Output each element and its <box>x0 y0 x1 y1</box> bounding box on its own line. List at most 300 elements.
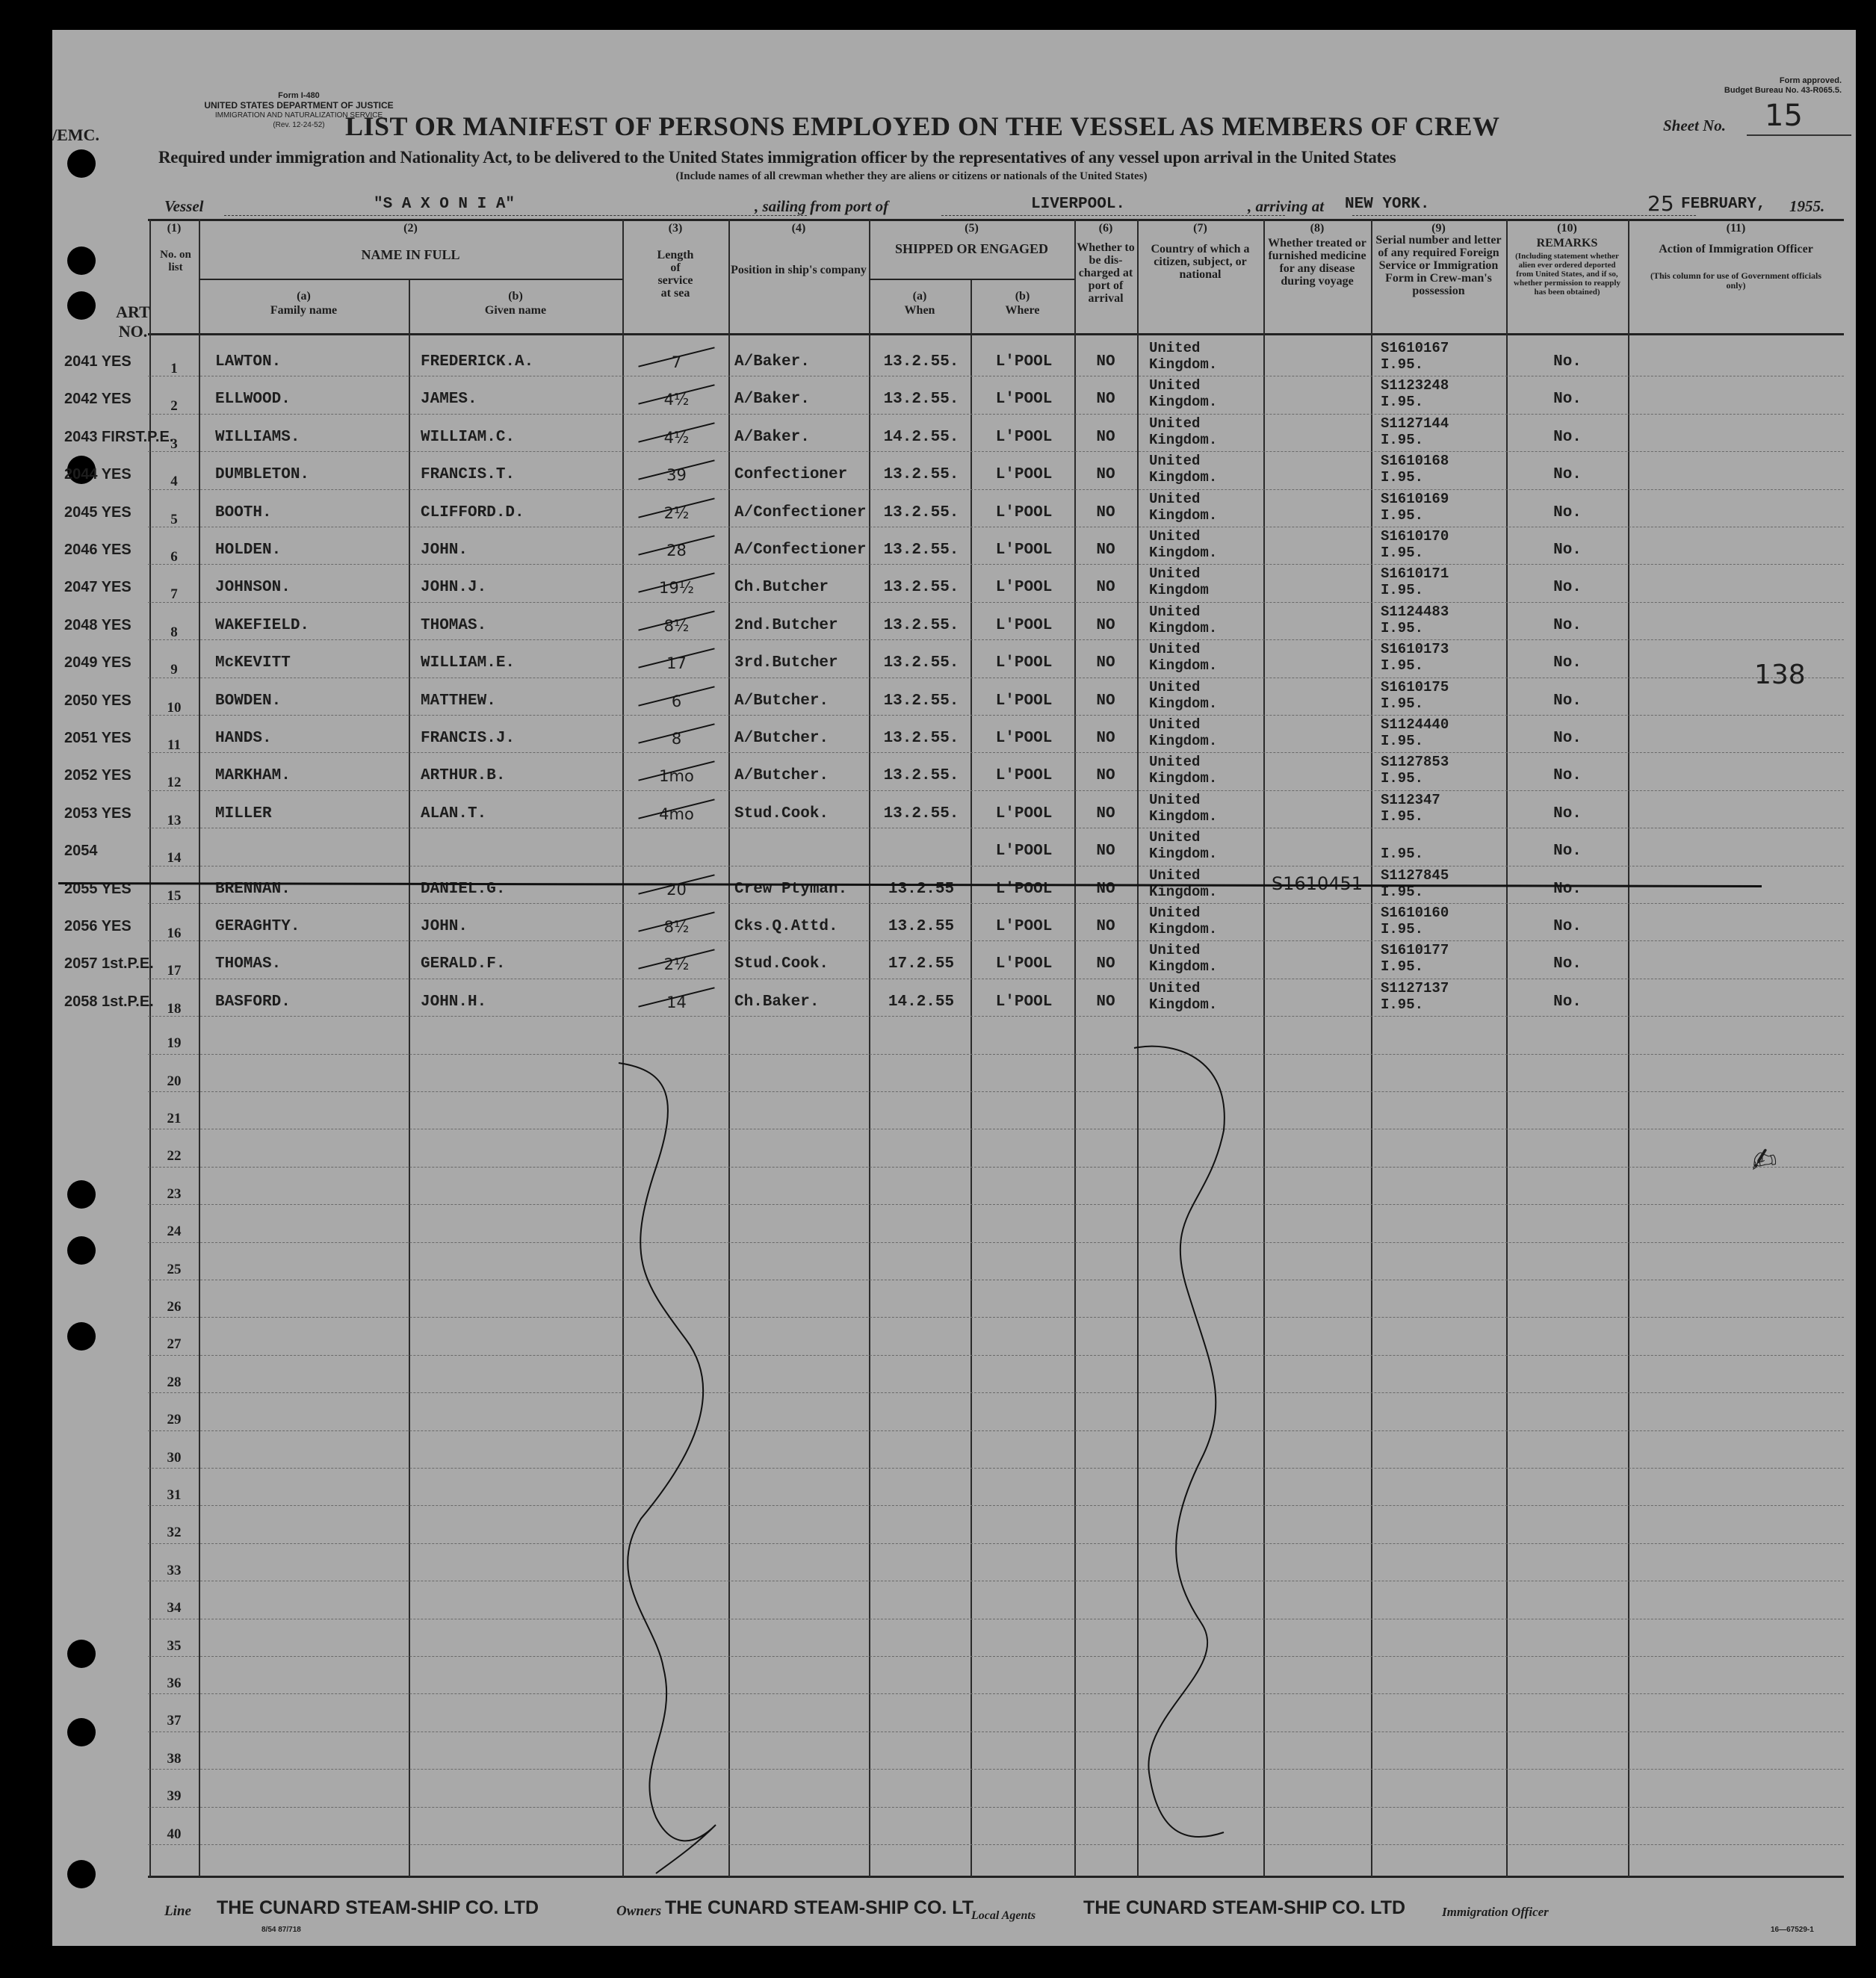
cell-country1: United <box>1149 340 1201 356</box>
cell-where: L'POOL <box>995 542 1053 559</box>
cell-where: L'POOL <box>995 616 1053 634</box>
cell-country2: Kingdom. <box>1149 657 1218 675</box>
cell-country1: United <box>1149 754 1201 771</box>
row-number: 19 <box>167 1035 182 1052</box>
cell-country1: United <box>1149 377 1201 394</box>
col-11-note: (This column for use of Government officials only) <box>1650 270 1822 291</box>
cell-serial2: I.95. <box>1381 431 1424 448</box>
cell-where: L'POOL <box>995 579 1053 597</box>
cell-where: L'POOL <box>995 466 1053 484</box>
cell-remarks: No. <box>1553 428 1582 446</box>
cell-position: A/Butcher. <box>734 692 829 710</box>
cell-service: 19½ <box>658 579 695 598</box>
cell-when: 13.2.55. <box>883 503 959 521</box>
cell-where: L'POOL <box>995 654 1053 672</box>
cell-serial2: I.95. <box>1381 996 1424 1013</box>
owners-value: THE CUNARD STEAM-SHIP CO. LT <box>665 1897 973 1918</box>
cell-given: WILLIAM.C. <box>421 428 516 446</box>
col-5a-label: When <box>904 304 935 317</box>
cell-when: 13.2.55. <box>883 353 959 371</box>
cell-given: THOMAS. <box>421 616 487 634</box>
cell-country2: Kingdom. <box>1149 846 1218 863</box>
cell-serial2: I.95. <box>1381 733 1424 749</box>
row-number: 40 <box>167 1826 182 1842</box>
cell-country2: Kingdom. <box>1149 619 1218 636</box>
cell-country2: Kingdom. <box>1149 506 1218 524</box>
cell-medicine: S1610451 <box>1271 872 1363 894</box>
col-1-label: No. on list <box>160 249 191 273</box>
cell-country2: Kingdom. <box>1149 996 1218 1013</box>
cell-when: 13.2.55. <box>883 654 959 672</box>
col-6-label: Whether to be dis-charged at port of arrival <box>1077 241 1135 305</box>
cell-given: FRANCIS.T. <box>421 466 516 484</box>
cell-given: ARTHUR.B. <box>421 767 506 785</box>
cell-family: HOLDEN. <box>215 542 282 559</box>
void-scribble-left <box>611 1055 761 1877</box>
cell-position: Cks.Q.Attd. <box>734 918 838 935</box>
row-rule <box>148 1280 1844 1281</box>
table-row <box>64 489 1844 527</box>
cell-family: DUMBLETON. <box>215 466 310 484</box>
row-rule <box>148 1430 1844 1432</box>
table-row <box>64 414 1844 452</box>
agents-value: THE CUNARD STEAM-SHIP CO. LTD <box>1083 1897 1406 1918</box>
row-rule <box>148 1844 1844 1846</box>
port-to: NEW YORK. <box>1345 196 1430 213</box>
row-number: 39 <box>167 1788 182 1805</box>
cell-serial1: S1610170 <box>1381 528 1449 545</box>
cell-serial1: S1610169 <box>1381 490 1449 507</box>
cell-no: 15 <box>167 887 182 904</box>
cell-serial2: I.95. <box>1381 695 1424 712</box>
table-row <box>64 828 1844 866</box>
cell-when: 14.2.55. <box>883 428 959 446</box>
cell-serial2: I.95. <box>1381 807 1424 825</box>
cell-family: HANDS. <box>215 730 272 747</box>
cell-discharge: NO <box>1096 542 1115 559</box>
cell-art: 2048 YES <box>64 616 131 633</box>
cell-where: L'POOL <box>995 353 1053 371</box>
cell-discharge: NO <box>1096 616 1115 634</box>
approval-block <box>1662 76 1842 96</box>
arrival-day: 25 <box>1647 191 1674 216</box>
cell-family: LAWTON. <box>215 353 282 371</box>
cell-position: Crew Ptyman. <box>734 880 848 898</box>
cell-service: 4mo <box>659 804 694 823</box>
col-7-label: Country of which a citizen, subject, or national <box>1151 243 1250 281</box>
cell-given: FREDERICK.A. <box>421 353 534 371</box>
row-number: 26 <box>167 1299 182 1315</box>
cell-family: WILLIAMS. <box>215 428 300 446</box>
cell-art: 2054 <box>64 843 98 860</box>
arriving-label: , arriving at <box>1248 197 1325 215</box>
row-rule <box>148 1204 1844 1206</box>
agents-label: Local Agents <box>971 1909 1036 1922</box>
cell-country1: United <box>1149 678 1201 695</box>
row-number: 22 <box>167 1148 182 1165</box>
col-5-num: (5) <box>965 222 979 235</box>
cell-family: MARKHAM. <box>215 767 291 785</box>
punch-hole <box>67 291 96 320</box>
cell-family: JOHNSON. <box>215 579 291 597</box>
cell-where: L'POOL <box>995 843 1053 861</box>
cell-art: 2050 YES <box>64 692 131 709</box>
cell-serial1: S1610160 <box>1381 905 1449 921</box>
vessel-label: Vessel <box>164 197 204 215</box>
col-10-num: (10) <box>1557 222 1577 235</box>
cell-position: Stud.Cook. <box>734 955 829 973</box>
cell-given: JAMES. <box>421 391 477 409</box>
cell-service: 8 <box>671 730 682 748</box>
col-4-num: (4) <box>791 222 806 235</box>
cell-no: 8 <box>170 624 178 640</box>
cell-serial1: S112347 <box>1381 791 1440 808</box>
col-10-label: REMARKS <box>1536 237 1598 249</box>
cell-remarks: No. <box>1553 654 1582 672</box>
footer-code-left: 8/54 87/718 <box>261 1926 301 1934</box>
cell-country1: United <box>1149 415 1201 432</box>
cell-country2: Kingdom. <box>1149 695 1218 712</box>
cell-remarks: No. <box>1553 955 1582 973</box>
cell-given: WILLIAM.E. <box>421 654 516 672</box>
cell-country2: Kingdom. <box>1149 958 1218 976</box>
cell-remarks: No. <box>1553 880 1582 898</box>
row-rule <box>148 1619 1844 1620</box>
vessel-name: "S A X O N I A" <box>374 196 516 213</box>
cell-remarks: No. <box>1553 542 1582 559</box>
cell-where: L'POOL <box>995 804 1053 822</box>
row-rule <box>148 1731 1844 1733</box>
row-number: 32 <box>167 1525 182 1541</box>
cell-where: L'POOL <box>995 767 1053 785</box>
cell-serial2: I.95. <box>1381 545 1424 561</box>
cell-where: L'POOL <box>995 391 1053 409</box>
service-name: IMMIGRATION AND NATURALIZATION SERVICE <box>214 111 383 120</box>
row-rule <box>148 1392 1844 1394</box>
cell-where: L'POOL <box>995 428 1053 446</box>
cell-art: 2046 YES <box>64 542 131 558</box>
cell-position: A/Butcher. <box>734 730 829 747</box>
cell-serial1: S1127137 <box>1381 979 1449 996</box>
cell-service: 14 <box>666 993 687 1011</box>
punch-hole <box>67 1180 96 1209</box>
cell-serial2: I.95. <box>1381 506 1424 524</box>
cell-serial2: I.95. <box>1381 356 1424 373</box>
table-row <box>64 752 1844 791</box>
crew-table <box>64 219 1844 1877</box>
cell-discharge: NO <box>1096 654 1115 672</box>
sheet-no-label: Sheet No. <box>1663 117 1726 134</box>
cell-no: 11 <box>167 737 181 753</box>
cell-serial1: S1610173 <box>1381 641 1449 658</box>
cell-country2: Kingdom <box>1149 582 1209 599</box>
table-row <box>64 564 1844 603</box>
table-row <box>64 979 1844 1017</box>
sheet-no-underline <box>1747 134 1851 136</box>
arrival-year: 1955. <box>1789 197 1825 215</box>
cell-country1: United <box>1149 490 1201 507</box>
cell-serial1: S1610167 <box>1381 340 1449 356</box>
owners-label: Owners <box>616 1903 662 1919</box>
void-scribble-right <box>1119 1041 1269 1877</box>
cell-when: 13.2.55. <box>883 692 959 710</box>
cell-when: 17.2.55 <box>888 955 955 973</box>
form-number: Form I-480 <box>278 91 320 100</box>
cell-position: A/Confectioner <box>734 542 867 559</box>
cell-serial2: I.95. <box>1381 958 1424 976</box>
col-2-label: NAME IN FULL <box>361 247 460 262</box>
form-title: LIST OR MANIFEST OF PERSONS EMPLOYED ON THE VESSEL AS MEMBERS OF CREW <box>345 111 1500 141</box>
cell-country1: United <box>1149 641 1201 658</box>
art-label: ART NO. <box>116 303 150 341</box>
cell-remarks: No. <box>1553 918 1582 935</box>
cell-family: MILLER <box>215 804 272 822</box>
cell-serial1: S1610175 <box>1381 678 1449 695</box>
col-9-num: (9) <box>1431 222 1446 235</box>
approval-line-2: Budget Bureau No. 43-R065.5. <box>1724 86 1842 95</box>
cell-country2: Kingdom. <box>1149 394 1218 411</box>
cell-service: 2½ <box>663 955 690 974</box>
table-row <box>64 940 1844 979</box>
cell-position: Ch.Baker. <box>734 993 820 1011</box>
cell-no: 7 <box>170 586 178 603</box>
cell-when: 13.2.55. <box>883 730 959 747</box>
cell-given: DANIEL.G. <box>421 880 506 898</box>
col-3-num: (3) <box>668 222 683 235</box>
cell-service: 39 <box>666 466 687 485</box>
cell-when: 13.2.55. <box>883 767 959 785</box>
cell-discharge: NO <box>1096 428 1115 446</box>
table-row <box>64 639 1844 678</box>
cell-no: 18 <box>167 1000 182 1017</box>
cell-where: L'POOL <box>995 955 1053 973</box>
cell-service: 4½ <box>663 391 690 409</box>
cell-given: JOHN. <box>421 918 468 935</box>
row-rule <box>148 1656 1844 1658</box>
cell-position: A/Butcher. <box>734 767 829 785</box>
cell-service: 20 <box>666 880 687 899</box>
cell-position: Ch.Butcher <box>734 579 829 597</box>
cell-art: 2049 YES <box>64 654 131 672</box>
table-row <box>64 678 1844 716</box>
cell-serial1: S1610177 <box>1381 942 1449 959</box>
cell-no: 10 <box>167 699 182 716</box>
col-7-num: (7) <box>1193 222 1207 235</box>
cell-when: 14.2.55 <box>888 993 955 1011</box>
punch-hole <box>67 1640 96 1668</box>
cell-remarks: No. <box>1553 993 1582 1011</box>
punch-hole <box>67 1860 96 1888</box>
cell-given: ALAN.T. <box>421 804 487 822</box>
cell-discharge: NO <box>1096 503 1115 521</box>
immigration-officer-label: Immigration Officer <box>1442 1905 1549 1919</box>
col-2a-label: Family name <box>270 304 338 317</box>
cell-where: L'POOL <box>995 993 1053 1011</box>
cell-art: 2056 YES <box>64 918 131 934</box>
footer <box>164 1890 1845 1942</box>
cell-service: 4½ <box>663 428 690 447</box>
row-number: 28 <box>167 1374 182 1390</box>
table-row <box>64 790 1844 828</box>
cell-country1: United <box>1149 829 1201 846</box>
cell-position: Confectioner <box>734 466 848 484</box>
col-11-label: Action of Immigration Officer <box>1659 243 1813 255</box>
cell-family: THOMAS. <box>215 955 282 973</box>
form-note: (Include names of all crewman whether they are aliens or citizens or nationals of the United States) <box>675 170 1148 182</box>
cell-position: 2nd.Butcher <box>734 616 838 634</box>
cell-discharge: NO <box>1096 353 1115 371</box>
cell-discharge: NO <box>1096 843 1115 861</box>
cell-art: 2044 YES <box>64 466 131 483</box>
col-3-label: Length of service at sea <box>657 249 694 300</box>
cell-service: 1mo <box>659 767 694 786</box>
cell-serial2: I.95. <box>1381 883 1424 900</box>
col-10-note: (Including statement whether alien ever ordered deported from United States, and if so, whether permission to reapply has been obtained) <box>1514 252 1620 297</box>
cell-family: McKEVITT <box>215 654 291 672</box>
cell-country2: Kingdom. <box>1149 921 1218 937</box>
col-5a-num: (a) <box>912 290 927 303</box>
table-row <box>64 903 1844 941</box>
table-row <box>64 715 1844 753</box>
cell-given: CLIFFORD.D. <box>421 503 524 521</box>
cell-where: L'POOL <box>995 692 1053 710</box>
cell-serial1: S1124440 <box>1381 716 1449 733</box>
cell-service: 28 <box>666 542 687 559</box>
cell-remarks: No. <box>1553 616 1582 634</box>
cell-country1: United <box>1149 866 1201 884</box>
row-number: 25 <box>167 1261 182 1277</box>
form-subtitle: Required under immigration and Nationality Act, to be delivered to the United States immigration officer by the representatives of any vessel upon arrival in the United States <box>158 148 1396 167</box>
cell-position: Stud.Cook. <box>734 804 829 822</box>
cell-serial2: I.95. <box>1381 657 1424 675</box>
col-2a-num: (a) <box>297 290 311 303</box>
cell-serial2: I.95. <box>1381 582 1424 599</box>
cell-no: 14 <box>167 850 182 866</box>
col-1-num: (1) <box>167 222 182 235</box>
row-number: 33 <box>167 1562 182 1578</box>
approval-line-1: Form approved. <box>1779 76 1842 85</box>
cell-family: GERAGHTY. <box>215 918 300 935</box>
cell-family: BOOTH. <box>215 503 272 521</box>
cell-art: 2058 1st.P.E. <box>64 993 154 1010</box>
cell-given: FRANCIS.J. <box>421 730 516 747</box>
arrival-month: FEBRUARY, <box>1681 196 1766 213</box>
port-from: LIVERPOOL. <box>1031 196 1126 213</box>
row-number: 31 <box>167 1487 182 1503</box>
cell-remarks: No. <box>1553 391 1582 409</box>
row-rule <box>148 1242 1844 1244</box>
punch-hole <box>67 1718 96 1746</box>
cell-remarks: No. <box>1553 804 1582 822</box>
cell-given: MATTHEW. <box>421 692 496 710</box>
line-value: THE CUNARD STEAM-SHIP CO. LTD <box>217 1897 539 1918</box>
cell-country1: United <box>1149 716 1201 733</box>
punch-hole <box>67 1322 96 1351</box>
cell-discharge: NO <box>1096 767 1115 785</box>
cell-country1: United <box>1149 942 1201 959</box>
cell-serial1: S1124483 <box>1381 603 1449 620</box>
row-number: 24 <box>167 1224 182 1240</box>
cell-country1: United <box>1149 565 1201 583</box>
cell-remarks: No. <box>1553 353 1582 371</box>
cell-serial1: S1610168 <box>1381 453 1449 470</box>
col-5b-label: Where <box>1005 304 1040 317</box>
cell-position: A/Baker. <box>734 353 810 371</box>
row-rule <box>148 1167 1844 1168</box>
col-8-label: Whether treated or furnished medicine for any disease during voyage <box>1268 237 1366 288</box>
cell-country2: Kingdom. <box>1149 733 1218 749</box>
cell-country2: Kingdom. <box>1149 545 1218 561</box>
cell-family: BOWDEN. <box>215 692 282 710</box>
row-number: 20 <box>167 1073 182 1089</box>
department-name: UNITED STATES DEPARTMENT OF JUSTICE <box>204 100 394 111</box>
cell-where: L'POOL <box>995 880 1053 898</box>
row-rule <box>148 1091 1844 1093</box>
row-number: 29 <box>167 1412 182 1428</box>
cell-art: 2047 YES <box>64 579 131 596</box>
cell-serial2: I.95. <box>1381 469 1424 486</box>
cell-serial1: S1127845 <box>1381 866 1449 884</box>
scribble-mark: ✍ <box>1747 1139 1780 1180</box>
table-row <box>64 338 1844 376</box>
cell-no: 9 <box>170 662 178 678</box>
table-row <box>64 451 1844 490</box>
cell-position: 3rd.Butcher <box>734 654 838 672</box>
row-rule <box>148 1129 1844 1130</box>
cell-country2: Kingdom. <box>1149 469 1218 486</box>
cell-when: 13.2.55. <box>883 391 959 409</box>
cell-given: JOHN. <box>421 542 468 559</box>
cell-given: JOHN.J. <box>421 579 487 597</box>
cell-serial1: S1127144 <box>1381 415 1449 432</box>
cell-position: A/Confectioner <box>734 503 867 521</box>
cell-position: A/Baker. <box>734 428 810 446</box>
cell-when: 13.2.55. <box>883 542 959 559</box>
cell-discharge: NO <box>1096 993 1115 1011</box>
col-5b-num: (b) <box>1015 290 1030 303</box>
cell-position: A/Baker. <box>734 391 810 409</box>
row-number: 34 <box>167 1600 182 1616</box>
cell-service: 8½ <box>663 616 690 635</box>
cell-serial1: S1123248 <box>1381 377 1449 394</box>
cell-country1: United <box>1149 528 1201 545</box>
cell-serial1: S1127853 <box>1381 754 1449 771</box>
cell-no: 3 <box>170 435 178 452</box>
cell-serial2: I.95. <box>1381 394 1424 411</box>
cell-remarks: No. <box>1553 730 1582 747</box>
cell-serial2: I.95. <box>1381 921 1424 937</box>
punch-hole <box>67 247 96 275</box>
form-revision: (Rev. 12-24-52) <box>273 121 325 129</box>
table-row <box>64 602 1844 640</box>
cell-art: 2055 YES <box>64 880 131 897</box>
row-number: 23 <box>167 1185 182 1202</box>
cell-country1: United <box>1149 603 1201 620</box>
cell-when: 13.2.55 <box>888 918 955 935</box>
vessel-line <box>164 193 1845 218</box>
cell-given: JOHN.H. <box>421 993 487 1011</box>
cell-family: ELLWOOD. <box>215 391 291 409</box>
row-number: 36 <box>167 1675 182 1691</box>
manifest-sheet <box>52 30 1856 1946</box>
cell-serial2: I.95. <box>1381 770 1424 787</box>
row-rule <box>148 1693 1844 1695</box>
row-number: 38 <box>167 1750 182 1767</box>
row-number: 27 <box>167 1336 182 1353</box>
cell-country1: United <box>1149 453 1201 470</box>
cell-remarks: No. <box>1553 843 1582 861</box>
cell-discharge: NO <box>1096 880 1115 898</box>
